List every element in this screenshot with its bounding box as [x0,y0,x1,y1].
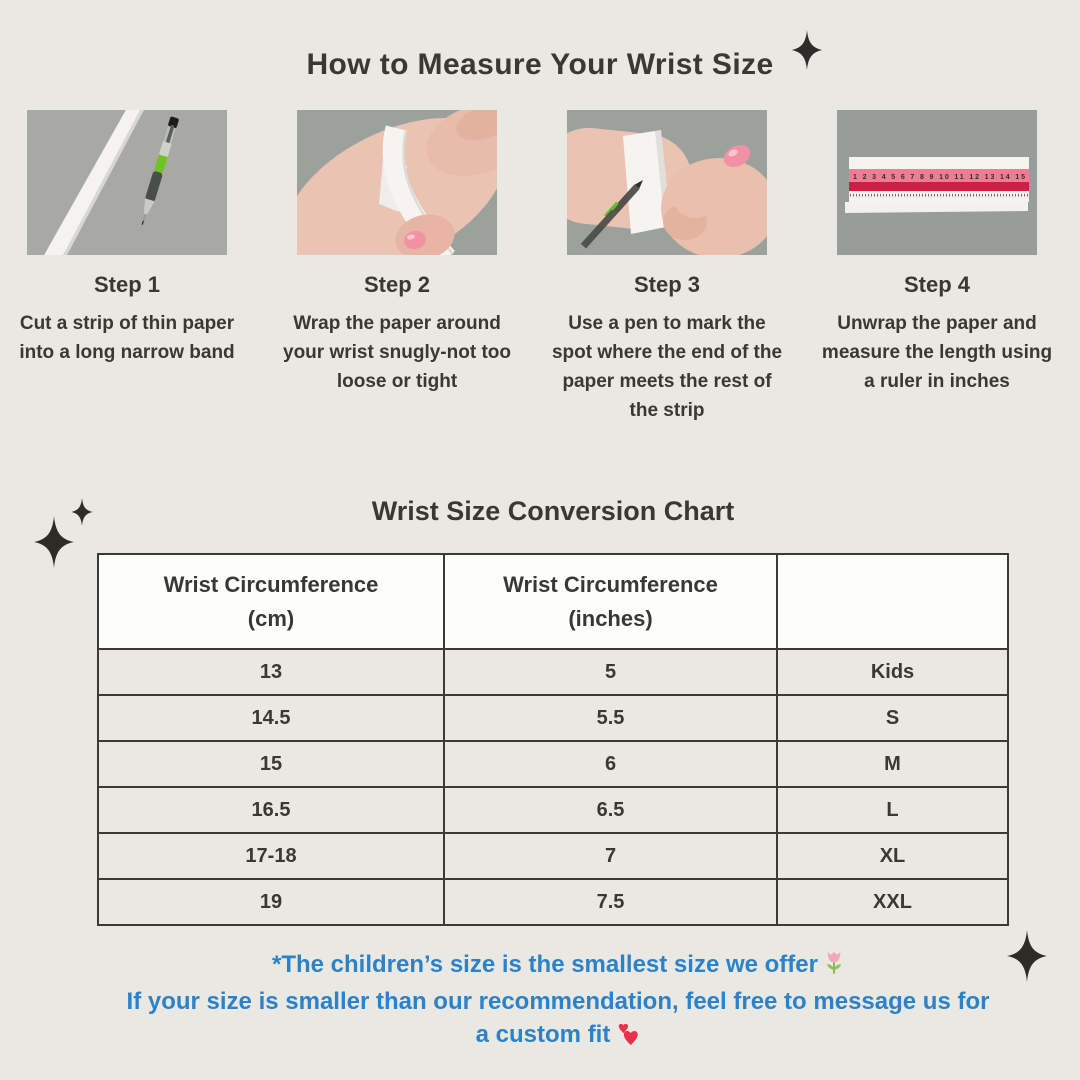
cell-size: XL [777,833,1008,879]
step-4 [802,110,1072,425]
step-4-photo [837,110,1037,255]
two-hearts-icon [616,1022,640,1055]
footnote [18,948,1080,1055]
cell-cm: 19 [98,879,444,925]
header-cm: Wrist Circumference (cm) [98,554,444,649]
wrist-size-conversion-table [97,553,1009,926]
ruler-photo [837,110,1037,255]
paper-wrapped-on-wrist-photo [297,110,497,255]
cell-size: L [777,787,1008,833]
step-4-label: Step 4 [903,272,971,297]
step-1 [0,110,262,425]
footnote-line-1: *The children’s size is the smallest size we offer [18,948,1080,985]
cell-inches: 5.5 [444,695,777,741]
cell-size: Kids [777,649,1008,695]
step-3-label: Step 3 [633,272,701,297]
step-1-description: Cut a strip of thin paper into a long narrow band [19,313,235,363]
cell-inches: 5 [444,649,777,695]
table-row [98,787,1008,833]
cell-cm: 16.5 [98,787,444,833]
cell-cm: 13 [98,649,444,695]
cell-inches: 6 [444,741,777,787]
table-row [98,649,1008,695]
tulip-icon [824,949,844,985]
sparkle-icon [1004,930,1050,982]
step-3-photo [567,110,767,255]
cell-cm: 15 [98,741,444,787]
step-3 [532,110,802,425]
cell-cm: 17-18 [98,833,444,879]
table-header-row [98,554,1008,649]
cell-inches: 7 [444,833,777,879]
footnote-line-2: If your size is smaller than our recommendation, feel free to message us for [126,988,990,1015]
table-row [98,879,1008,925]
page-title: How to Measure Your Wrist Size [306,48,774,81]
step-2-label: Step 2 [363,272,431,297]
step-2 [262,110,532,425]
cell-size: M [777,741,1008,787]
step-3-description: Use a pen to mark the spot where the end of the paper meets the rest of the strip [551,313,783,421]
cell-size: XXL [777,879,1008,925]
step-2-description: Wrap the paper around your wrist snugly-not too loose or tight [283,313,511,392]
table-row [98,741,1008,787]
conversion-chart-title: Wrist Size Conversion Chart [371,496,735,526]
step-1-label: Step 1 [93,272,161,297]
steps-row [0,110,1072,425]
paper-strip-and-pencil-photo [27,110,227,255]
footnote-line-3: a custom fit [18,1018,1080,1055]
cell-inches: 6.5 [444,787,777,833]
pen-marking-strip-photo [567,110,767,255]
table-row [98,833,1008,879]
header-size [777,554,1008,649]
step-1-photo [27,110,227,255]
sparkle-icon [790,30,824,70]
cell-cm: 14.5 [98,695,444,741]
step-2-photo [297,110,497,255]
cell-size: S [777,695,1008,741]
cell-inches: 7.5 [444,879,777,925]
header-inches: Wrist Circumference (inches) [444,554,777,649]
table-row [98,695,1008,741]
step-4-description: Unwrap the paper and measure the length using a ruler in inches [821,313,1053,392]
ruler-numbers: 1 2 3 4 5 6 7 8 9 10 11 12 13 14 15 [853,174,1025,181]
